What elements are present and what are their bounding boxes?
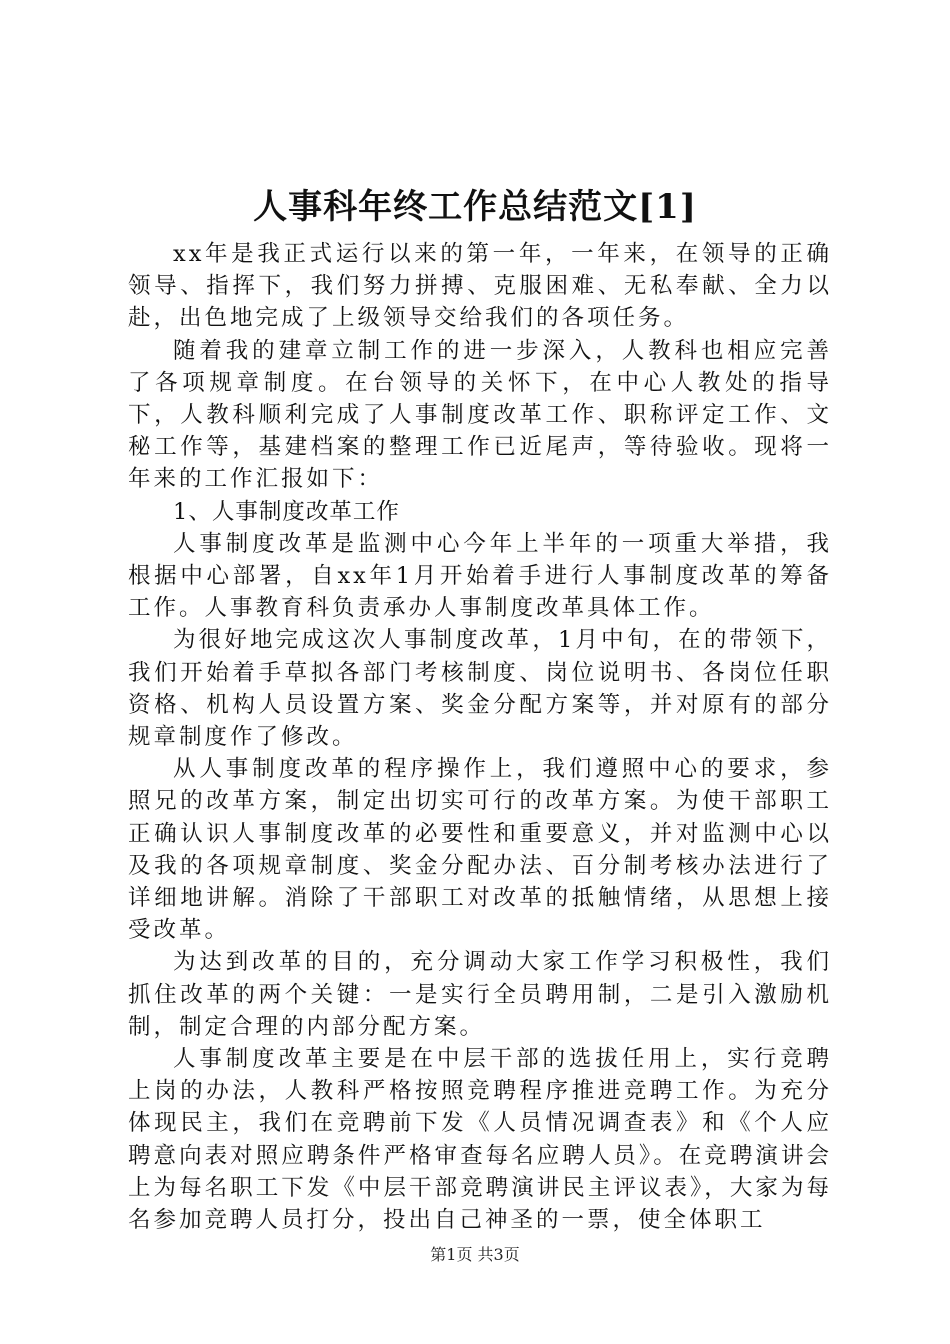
document-body [128, 238, 832, 1236]
paragraph: xx年是我正式运行以来的第一年，一年来，在领导的正确领导、指挥下，我们努力拼搏、克服困难、无私奉献、全力以赴，出色地完成了上级领导交给我们的各项任务。 [128, 241, 832, 332]
paragraph: 随着我的建章立制工作的进一步深入，人教科也相应完善了各项规章制度。在台领导的关怀下，在中心人教处的指导下，人教科顺利完成了人事制度改革工作、职称评定工作、文秘工作等，基建档案的整理工作已近尾声，等待验收。现将一年来的工作汇报如下： [128, 337, 832, 493]
page-footer: 第1页 共3页 [430, 1245, 520, 1264]
paragraph: 人事制度改革是监测中心今年上半年的一项重大举措，我根据中心部署，自xx年1月开始着手进行人事制度改革的筹备工作。人事教育科负责承办人事制度改革具体工作。 [128, 530, 832, 622]
document-title: 人事科年终工作总结范文[1] [253, 187, 697, 227]
paragraph: 为达到改革的目的，充分调动大家工作学习积极性，我们抓住改革的两个关键：一是实行全员聘用制，二是引入激励机制，制定合理的内部分配方案。 [128, 949, 832, 1040]
section-heading: 1、人事制度改革工作 [173, 498, 400, 525]
paragraph: 为很好地完成这次人事制度改革，1月中旬，在的带领下，我们开始着手草拟各部门考核制度、岗位说明书、各岗位任职资格、机构人员设置方案、奖金分配方案等，并对原有的部分规章制度作了修改。 [128, 627, 832, 751]
paragraph: 从人事制度改革的程序操作上，我们遵照中心的要求，参照兄的改革方案，制定出切实可行的改革方案。为使干部职工正确认识人事制度改革的必要性和重要意义，并对监测中心以及我的各项规章制度、奖金分配办法、百分制考核办法进行了详细地讲解。消除了干部职工对改革的抵触情绪，从思想上接受改革。 [128, 756, 832, 944]
paragraph: 人事制度改革主要是在中层干部的选拔任用上，实行竞聘上岗的办法，人教科严格按照竞聘程序推进竞聘工作。为充分体现民主，我们在竞聘前下发《人员情况调查表》和《个人应聘意向表对照应聘条件严格审查每名应聘人员》。在竞聘演讲会上为每名职工下发《中层干部竞聘演讲民主评议表》，大家为每名参加竞聘人员打分，投出自己神圣的一票，使全体职工 [128, 1046, 832, 1234]
